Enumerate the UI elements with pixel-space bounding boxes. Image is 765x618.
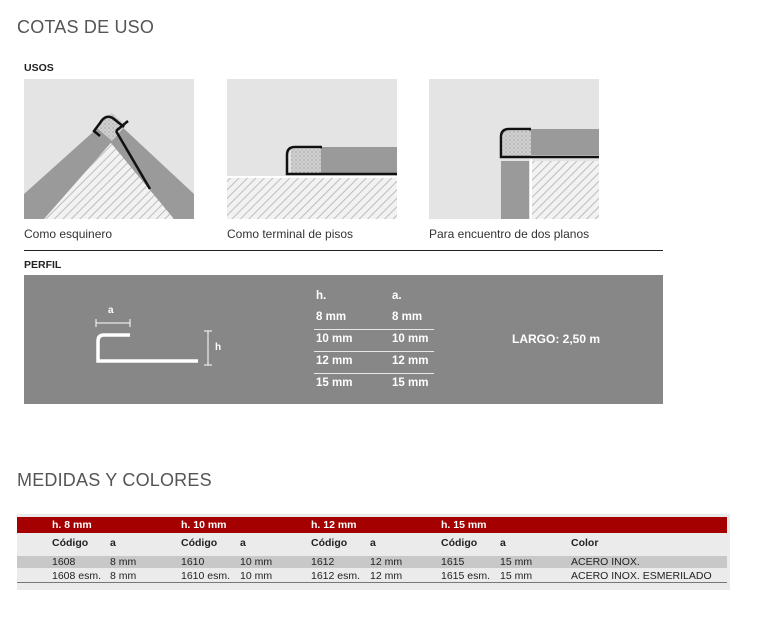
col-a: a xyxy=(370,537,376,549)
col-codigo: Código xyxy=(181,537,218,549)
dim-a: 15 mm xyxy=(392,377,429,389)
dim-a: 8 mm xyxy=(392,311,423,323)
cell-a: 10 mm xyxy=(240,570,273,582)
medidas-table xyxy=(17,514,730,590)
cell-codigo: 1610 esm. xyxy=(181,570,231,582)
cell-color: ACERO INOX. xyxy=(571,556,640,568)
col-a: a xyxy=(110,537,116,549)
dim-h: 8 mm xyxy=(316,311,347,323)
cell-codigo: 1612 esm. xyxy=(311,570,361,582)
col-a: a xyxy=(240,537,246,549)
profile-label-h: h xyxy=(215,342,222,353)
uso-caption-esquinero: Como esquinero xyxy=(24,227,113,241)
dim-h: 10 mm xyxy=(316,333,353,345)
col-a: a xyxy=(500,537,506,549)
cell-color: ACERO INOX. ESMERILADO xyxy=(571,570,712,582)
dim-h: 12 mm xyxy=(316,355,353,367)
largo-label: LARGO: 2,50 m xyxy=(512,332,601,346)
dim-a: 10 mm xyxy=(392,333,429,345)
dimension-row xyxy=(314,329,434,351)
dim-a: 12 mm xyxy=(392,355,429,367)
dimension-row xyxy=(314,373,434,395)
cell-a: 15 mm xyxy=(500,570,533,582)
perfil-label: PERFIL xyxy=(24,259,62,271)
perfil-panel xyxy=(24,275,663,404)
table-row xyxy=(17,556,727,568)
cell-codigo: 1608 xyxy=(52,556,76,568)
uso-esquinero-illustration xyxy=(24,79,194,219)
medidas-title: MEDIDAS Y COLORES xyxy=(17,470,212,490)
profile-label-a: a xyxy=(108,305,114,316)
cell-a: 8 mm xyxy=(110,570,137,582)
medidas-group-header xyxy=(17,517,727,533)
cotas-title: COTAS DE USO xyxy=(17,17,155,37)
cell-a: 15 mm xyxy=(500,556,533,568)
dimension-header xyxy=(314,287,434,308)
dim-header-a: a. xyxy=(392,290,402,302)
dimension-row xyxy=(314,308,434,329)
dim-h: 15 mm xyxy=(316,377,353,389)
col-codigo: Código xyxy=(441,537,478,549)
dimension-table xyxy=(314,287,434,395)
cell-codigo: 1615 esm. xyxy=(441,570,491,582)
cell-codigo: 1610 xyxy=(181,556,205,568)
group-h12: h. 12 mm xyxy=(311,519,357,531)
col-codigo: Código xyxy=(311,537,348,549)
section-divider xyxy=(24,250,663,251)
cell-a: 8 mm xyxy=(110,556,137,568)
group-h8: h. 8 mm xyxy=(52,519,92,531)
usos-label: USOS xyxy=(24,62,54,74)
group-h10: h. 10 mm xyxy=(181,519,227,531)
uso-terminal-illustration xyxy=(227,79,397,219)
col-color: Color xyxy=(571,537,599,549)
uso-caption-terminal: Como terminal de pisos xyxy=(227,227,354,241)
uso-caption-dos-planos: Para encuentro de dos planos xyxy=(429,227,590,241)
cell-a: 10 mm xyxy=(240,556,273,568)
table-row xyxy=(17,570,727,583)
cell-a: 12 mm xyxy=(370,570,403,582)
dimension-row xyxy=(314,351,434,373)
cell-a: 12 mm xyxy=(370,556,403,568)
group-h15: h. 15 mm xyxy=(441,519,487,531)
col-codigo: Código xyxy=(52,537,89,549)
dim-header-h: h. xyxy=(316,290,327,302)
cell-codigo: 1608 esm. xyxy=(52,570,102,582)
cell-codigo: 1615 xyxy=(441,556,465,568)
uso-dos-planos-illustration xyxy=(429,79,599,219)
cell-codigo: 1612 xyxy=(311,556,335,568)
